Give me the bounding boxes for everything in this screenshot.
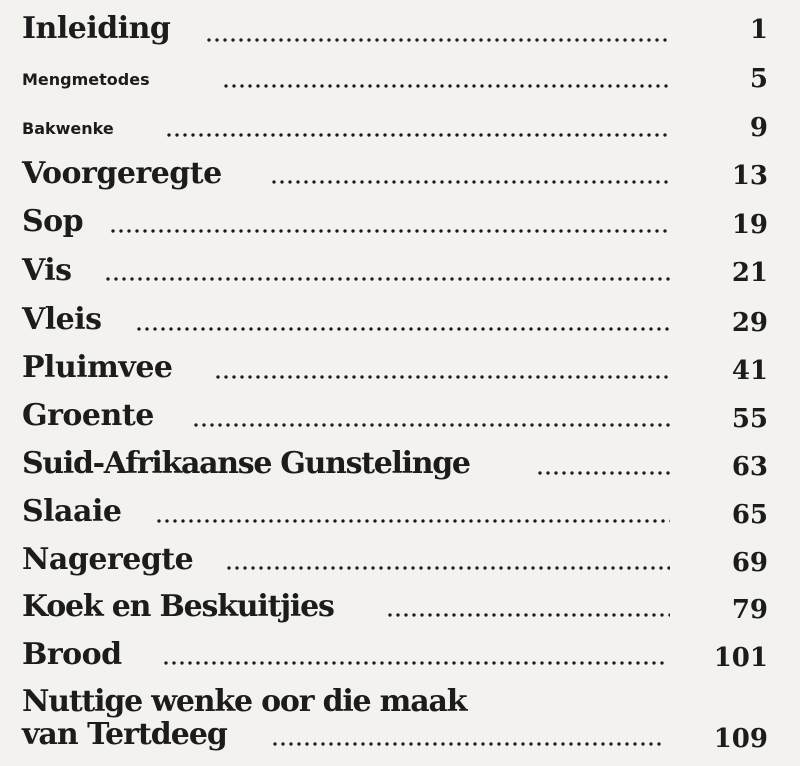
- dot-leader: [157, 519, 670, 523]
- dot-leader: [194, 423, 670, 427]
- toc-title-vis: Vis: [22, 253, 72, 288]
- toc-page-sop: 19: [731, 210, 768, 240]
- dot-leader: [167, 133, 670, 137]
- toc-page-bakwenke: 9: [749, 113, 768, 143]
- toc-title-bakwenke: Bakwenke: [22, 119, 114, 138]
- toc-title-nageregte: Nageregte: [22, 542, 194, 577]
- dot-leader: [224, 84, 670, 88]
- toc-title-nuttige-wenke-line2: van Tertdeeg: [22, 717, 227, 752]
- dot-leader: [538, 471, 670, 475]
- toc-page-vleis: 29: [731, 308, 768, 338]
- toc-title-koek-en-beskuitjies: Koek en Beskuitjies: [22, 589, 334, 624]
- toc-page-nuttige-wenke: 109: [713, 724, 768, 754]
- toc-page-suid-afrikaanse-gunstelinge: 63: [731, 452, 768, 482]
- toc-title-nuttige-wenke-line1: Nuttige wenke oor die maak: [22, 684, 467, 719]
- dot-leader: [388, 613, 670, 617]
- toc-title-slaaie: Slaaie: [22, 494, 122, 529]
- dot-leader: [227, 566, 670, 570]
- toc-title-brood: Brood: [22, 637, 122, 672]
- toc-title-vleis: Vleis: [22, 302, 102, 337]
- dot-leader: [216, 375, 670, 379]
- toc-page-voorgeregte: 13: [731, 161, 768, 191]
- dot-leader: [111, 229, 670, 233]
- dot-leader: [137, 327, 670, 331]
- toc-title-pluimvee: Pluimvee: [22, 350, 173, 385]
- toc-page-inleiding: 1: [749, 15, 768, 45]
- toc-page-groente: 55: [731, 404, 768, 434]
- toc-title-suid-afrikaanse-gunstelinge: Suid-Afrikaanse Gunstelinge: [22, 446, 470, 481]
- toc-page-vis: 21: [731, 258, 768, 288]
- toc-page-pluimvee: 41: [731, 356, 768, 386]
- toc-title-inleiding: Inleiding: [22, 11, 171, 46]
- dot-leader: [272, 180, 670, 184]
- dot-leader: [207, 38, 670, 42]
- toc-title-voorgeregte: Voorgeregte: [22, 156, 222, 191]
- dot-leader: [273, 742, 664, 746]
- dot-leader: [164, 661, 664, 665]
- toc-title-mengmetodes: Mengmetodes: [22, 70, 150, 89]
- toc-page-nageregte: 69: [731, 548, 768, 578]
- toc-page-mengmetodes: 5: [749, 64, 768, 94]
- dot-leader: [106, 277, 670, 281]
- toc-page-slaaie: 65: [731, 500, 768, 530]
- toc-title-sop: Sop: [22, 204, 84, 239]
- toc-page-koek-en-beskuitjies: 79: [731, 595, 768, 625]
- toc-page-brood: 101: [713, 643, 768, 673]
- toc-title-groente: Groente: [22, 398, 154, 433]
